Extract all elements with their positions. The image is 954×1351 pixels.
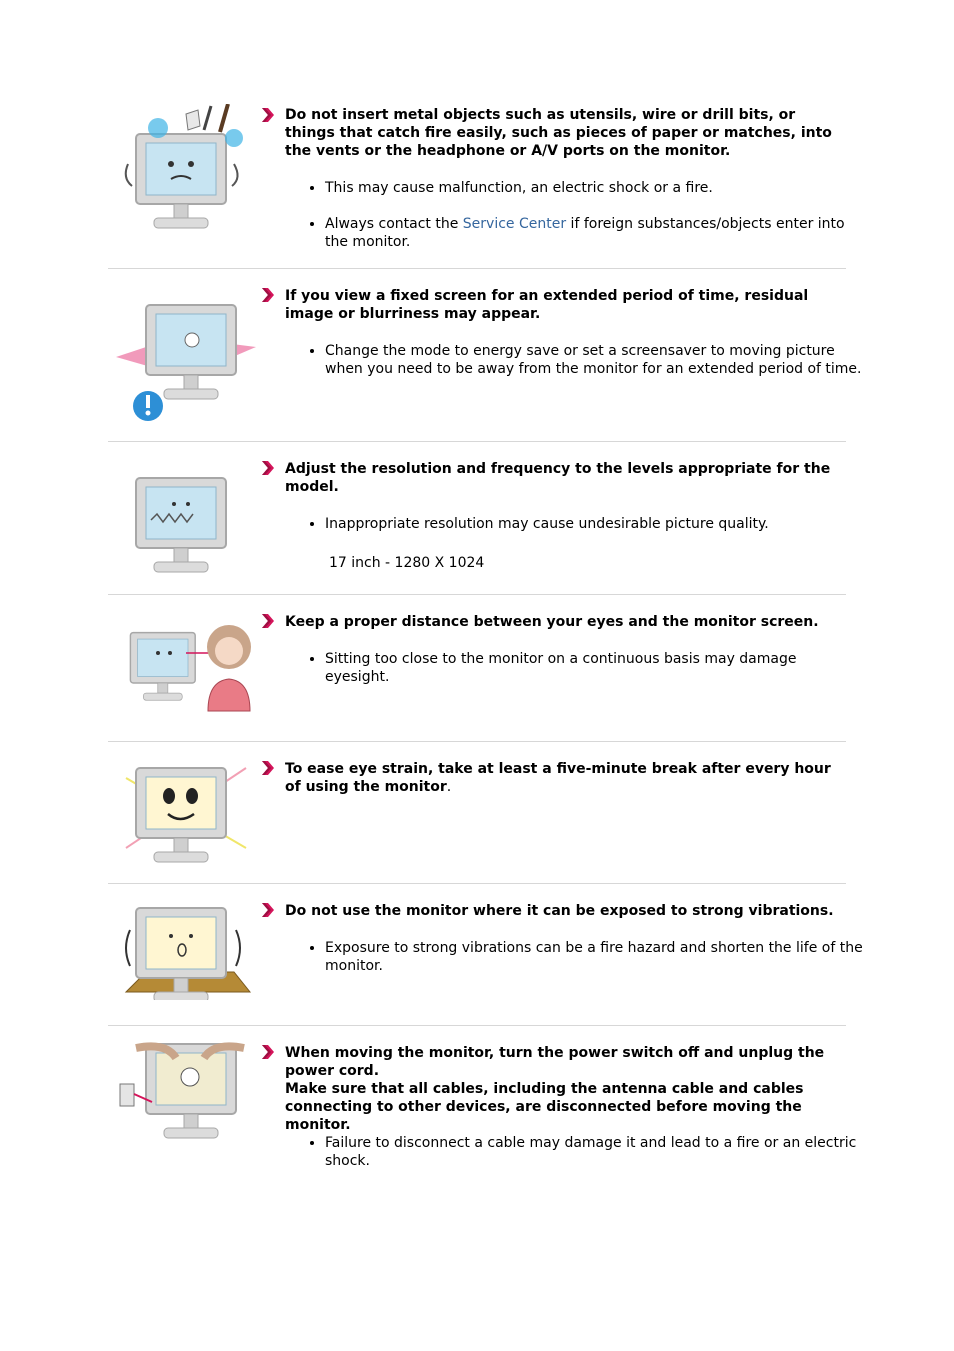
section-heading: Do not insert metal objects such as utensils, wire or drill bits, or things that catch fire easily, such as pieces of paper or matches, into the vents or the headphone or A/V ports on the monitor. [285,107,832,159]
section-divider [108,1025,846,1026]
monitor-eyes-illustration [116,758,256,868]
section-heading: Adjust the resolution and frequency to the levels appropriate for the model. [285,461,831,495]
list-item: • This may cause malfunction, an electric shock or a fire. [325,179,865,197]
monitor-vibration-illustration [116,900,256,1000]
heading-suffix: . [446,779,452,795]
section-divider [108,441,846,442]
bullet-list [285,939,865,993]
chevron-right-icon [261,107,275,123]
section-eye-strain [108,758,846,883]
section-heading: If you view a fixed screen for an extended period of time, residual image or blurriness may appear. [285,288,809,322]
bullet-text: if foreign substances/objects enter into the monitor. [325,216,845,250]
monitor-shock-illustration [116,104,256,239]
service-center-link[interactable]: Service Center [462,216,567,232]
list-item [325,215,865,251]
section-resolution [108,458,846,594]
section-heading: Do not use the monitor where it can be exposed to strong vibrations. [285,903,834,919]
bullet-list [285,342,865,396]
chevron-right-icon [261,902,275,918]
chevron-right-icon [261,760,275,776]
section-divider [108,268,846,269]
section-metal-objects [108,104,846,268]
section-residual-image [108,285,862,441]
list-item: • Change the mode to energy save or set a screensaver to moving picture when you need to be away from the monitor for an extended period of time. [325,342,865,378]
heading-text: When moving the monitor, turn the power switch off and unplug the power cord. [285,1045,825,1079]
list-item: • Sitting too close to the monitor on a continuous basis may damage eyesight. [325,650,865,686]
resolution-spec: 17 inch - 1280 X 1024 [329,555,485,571]
section-heading [285,1044,847,1134]
heading-text: Make sure that all cables, including the antenna cable and cables connecting to other devices, are disconnected before moving the monitor. [285,1081,804,1133]
section-vibrations [108,900,863,1025]
section-divider [108,594,846,595]
monitor-resolution-illustration [116,458,256,578]
section-divider [108,741,846,742]
chevron-right-icon [261,460,275,476]
chevron-right-icon [261,613,275,629]
monitor-warning-illustration [116,285,256,425]
bullet-list [285,1134,865,1188]
section-moving-monitor [108,1042,857,1202]
monitor-distance-illustration [116,611,256,716]
bullet-text: Always contact the [325,216,463,232]
list-item: • Failure to disconnect a cable may damage it and lead to a fire or an electric shock. [325,1134,865,1170]
bullet-list [285,650,865,704]
chevron-right-icon [261,287,275,303]
heading-text: To ease eye strain, take at least a five-minute break after every hour of using the monitor [285,761,831,795]
bullet-list [285,515,865,551]
section-distance [108,611,846,741]
section-heading: Keep a proper distance between your eyes and the monitor screen. [285,614,819,630]
chevron-right-icon [261,1044,275,1060]
list-item: • Inappropriate resolution may cause undesirable picture quality. [325,515,865,533]
section-divider [108,883,846,884]
section-heading [285,760,847,796]
bullet-list [285,179,865,269]
monitor-unplug-illustration [116,1042,256,1142]
list-item: • Exposure to strong vibrations can be a fire hazard and shorten the life of the monitor. [325,939,865,975]
